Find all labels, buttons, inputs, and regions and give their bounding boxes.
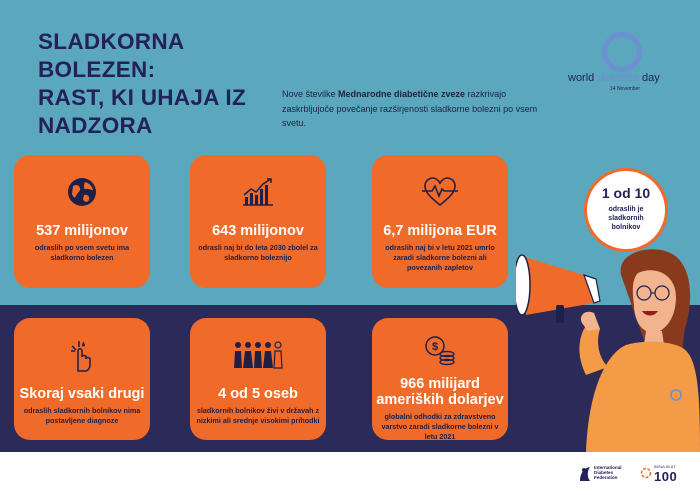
- page-title: [38, 28, 278, 140]
- card-description: odraslih sladkornih bolnikov nima postavljene diagnoze: [23, 406, 141, 425]
- idf-line: International: [594, 465, 622, 470]
- money-coins-icon: [372, 332, 508, 370]
- logo-wordmark: [568, 72, 688, 84]
- stat-card: [14, 318, 150, 440]
- intro-text-bold: Mednarodne diabetične zveze: [338, 89, 466, 99]
- stat-card: [190, 155, 326, 288]
- intro-text: [282, 87, 544, 131]
- logo-word: day: [638, 72, 660, 84]
- footer-logos: [578, 463, 700, 487]
- svg-text:$: $: [431, 341, 439, 353]
- stat-badge: [584, 168, 668, 252]
- blue-circle-icon: [602, 32, 642, 72]
- card-description: odraslih naj bi v letu 2021 umrlo zaradi sladkorne bolezni ali povezanih zapletov: [385, 243, 495, 272]
- idf-line: Diabetes: [594, 470, 614, 476]
- badge-description: odraslih je sladkornih bolnikov: [608, 206, 644, 231]
- card-description: sladkornih bolnikov živi v državah z nizkimi ali srednje visokimi prihodki: [196, 406, 320, 425]
- logo-word: diabetes: [597, 72, 639, 84]
- card-headline: 966 milijard ameriških dolarjev: [376, 376, 504, 408]
- card-headline: 6,7 milijona EUR: [383, 223, 497, 239]
- woman-megaphone-illustration: [516, 245, 700, 452]
- title-line: SLADKORNA: [38, 29, 185, 54]
- insulin-at-label: INSULIN AT: [654, 464, 676, 469]
- stat-card: [372, 155, 508, 288]
- finger-prick-icon: [14, 336, 150, 374]
- card-description: globalni odhodki za zdravstveno varstvo zaradi sladkorne bolezni v letu 2021: [381, 412, 499, 441]
- logo-word: world: [568, 72, 598, 84]
- stat-card: [372, 318, 508, 440]
- intro-text-start: Nove številke: [282, 89, 339, 99]
- idf-line: Federation: [594, 475, 618, 481]
- card-headline: 4 od 5 oseb: [218, 386, 298, 402]
- card-headline: 537 milijonov: [36, 223, 128, 239]
- insulin-100-logo-icon: [640, 467, 652, 479]
- card-description: odrasli naj bi do leta 2030 zbolel za sladkorno boleznijo: [198, 243, 318, 262]
- logo-date: 14 November: [610, 86, 641, 92]
- card-headline: Skoraj vsaki drugi: [19, 386, 145, 402]
- title-line: RAST, KI UHAJA IZ: [38, 85, 247, 110]
- badge-headline: 1 od 10: [601, 185, 651, 201]
- card-description: odraslih po vsem svetu ima sladkorno bolezen: [34, 243, 130, 262]
- title-line: NADZORA: [38, 113, 153, 138]
- insulin-100-number: 100: [654, 469, 678, 484]
- idf-logo-text: [594, 465, 622, 481]
- globe-icon: [14, 173, 150, 211]
- growth-chart-icon: [190, 173, 326, 211]
- people-group-icon: [190, 336, 326, 374]
- stat-card: [14, 155, 150, 288]
- heart-pulse-icon: [372, 173, 508, 211]
- title-line: BOLEZEN:: [38, 57, 156, 82]
- card-headline: 643 milijonov: [212, 223, 304, 239]
- world-diabetes-day-logo: [564, 30, 688, 104]
- idf-logo-icon: [578, 465, 592, 483]
- stat-card: [190, 318, 326, 440]
- intro-text-end: razkrivajo zaskrbljujoče povečanje razširjenosti sladkorne bolezni po vsem svetu.: [282, 89, 538, 128]
